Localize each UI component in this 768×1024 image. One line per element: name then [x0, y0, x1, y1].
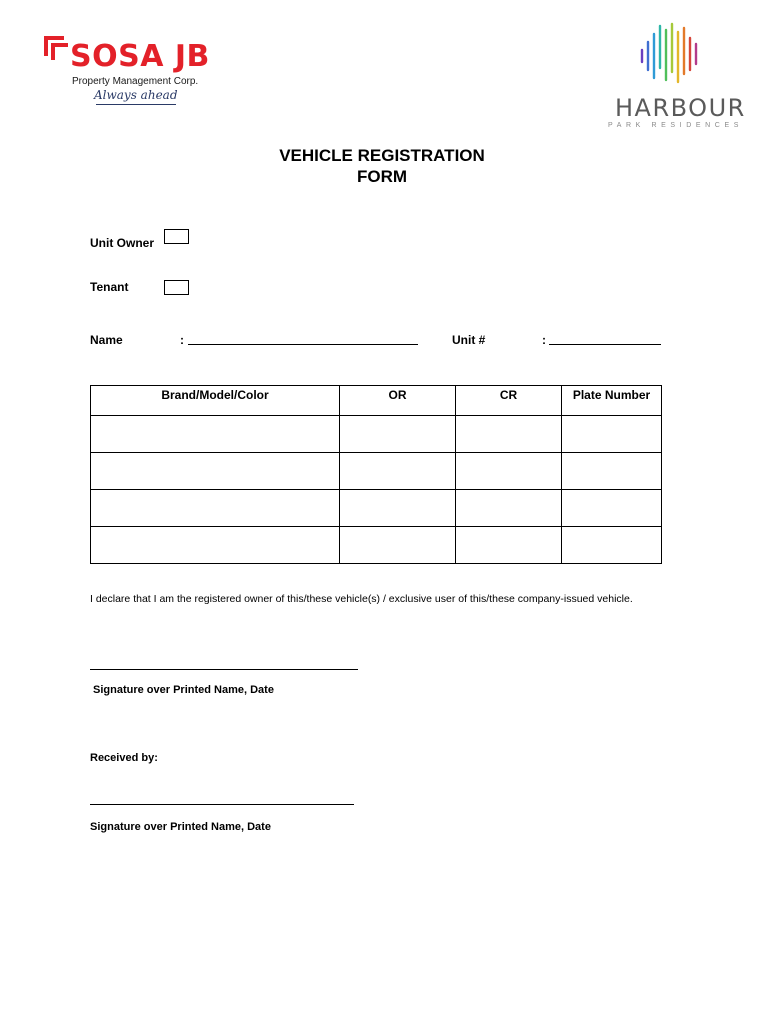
vehicle-table	[90, 385, 662, 564]
unit-colon: :	[542, 333, 546, 347]
sosa-jb-logo	[42, 32, 217, 112]
tenant-label: Tenant	[90, 280, 129, 294]
cell-brand-model-color[interactable]	[91, 490, 340, 527]
cell-or[interactable]	[340, 416, 456, 453]
cell-or[interactable]	[340, 490, 456, 527]
harbour-park-logo	[605, 22, 745, 137]
unit-label: Unit #	[452, 333, 486, 347]
cell-brand-model-color[interactable]	[91, 416, 340, 453]
cell-plate-number[interactable]	[562, 527, 662, 564]
table-row	[91, 490, 662, 527]
header-or: OR	[340, 386, 456, 416]
receiver-signature-line[interactable]	[90, 804, 354, 805]
table-row	[91, 527, 662, 564]
cell-or[interactable]	[340, 527, 456, 564]
tenant-checkbox[interactable]	[164, 280, 189, 295]
name-label: Name	[90, 333, 123, 347]
name-field[interactable]	[188, 335, 418, 345]
unit-field[interactable]	[549, 335, 661, 345]
cell-plate-number[interactable]	[562, 453, 662, 490]
cell-cr[interactable]	[456, 416, 562, 453]
form-title	[0, 145, 764, 187]
sosa-brand-name: SOSA JB	[70, 39, 210, 74]
declaration-text: I declare that I am the registered owner of this/these vehicle(s) / exclusive user of this/these company-issued vehicle.	[90, 593, 633, 605]
owner-signature-label: Signature over Printed Name, Date	[93, 684, 274, 696]
sosa-tagline: Always ahead	[94, 88, 178, 102]
name-colon: :	[180, 333, 184, 347]
cell-brand-model-color[interactable]	[91, 453, 340, 490]
sosa-logo-mark-icon	[42, 34, 72, 64]
harbour-bars-icon	[638, 22, 702, 84]
cell-or[interactable]	[340, 453, 456, 490]
harbour-name: HARBOUR	[615, 94, 746, 122]
cell-plate-number[interactable]	[562, 490, 662, 527]
table-row	[91, 416, 662, 453]
harbour-subtitle: PARK RESIDENCES	[608, 122, 743, 129]
receiver-signature-label: Signature over Printed Name, Date	[90, 821, 271, 833]
cell-cr[interactable]	[456, 453, 562, 490]
table-header-row	[91, 386, 662, 416]
unit-owner-label: Unit Owner	[90, 236, 155, 250]
unit-owner-checkbox[interactable]	[164, 229, 189, 244]
received-by-label: Received by:	[90, 752, 158, 764]
form-title-line2: FORM	[356, 167, 408, 186]
header-cr: CR	[456, 386, 562, 416]
header-brand-model-color: Brand/Model/Color	[91, 386, 340, 416]
cell-plate-number[interactable]	[562, 416, 662, 453]
form-title-line1: VEHICLE REGISTRATION	[279, 146, 485, 165]
owner-signature-line[interactable]	[90, 669, 358, 670]
sosa-subtitle: Property Management Corp.	[72, 76, 199, 87]
cell-cr[interactable]	[456, 527, 562, 564]
cell-brand-model-color[interactable]	[91, 527, 340, 564]
cell-cr[interactable]	[456, 490, 562, 527]
sosa-tagline-underline	[96, 104, 176, 105]
table-row	[91, 453, 662, 490]
header-plate-number: Plate Number	[562, 386, 662, 416]
